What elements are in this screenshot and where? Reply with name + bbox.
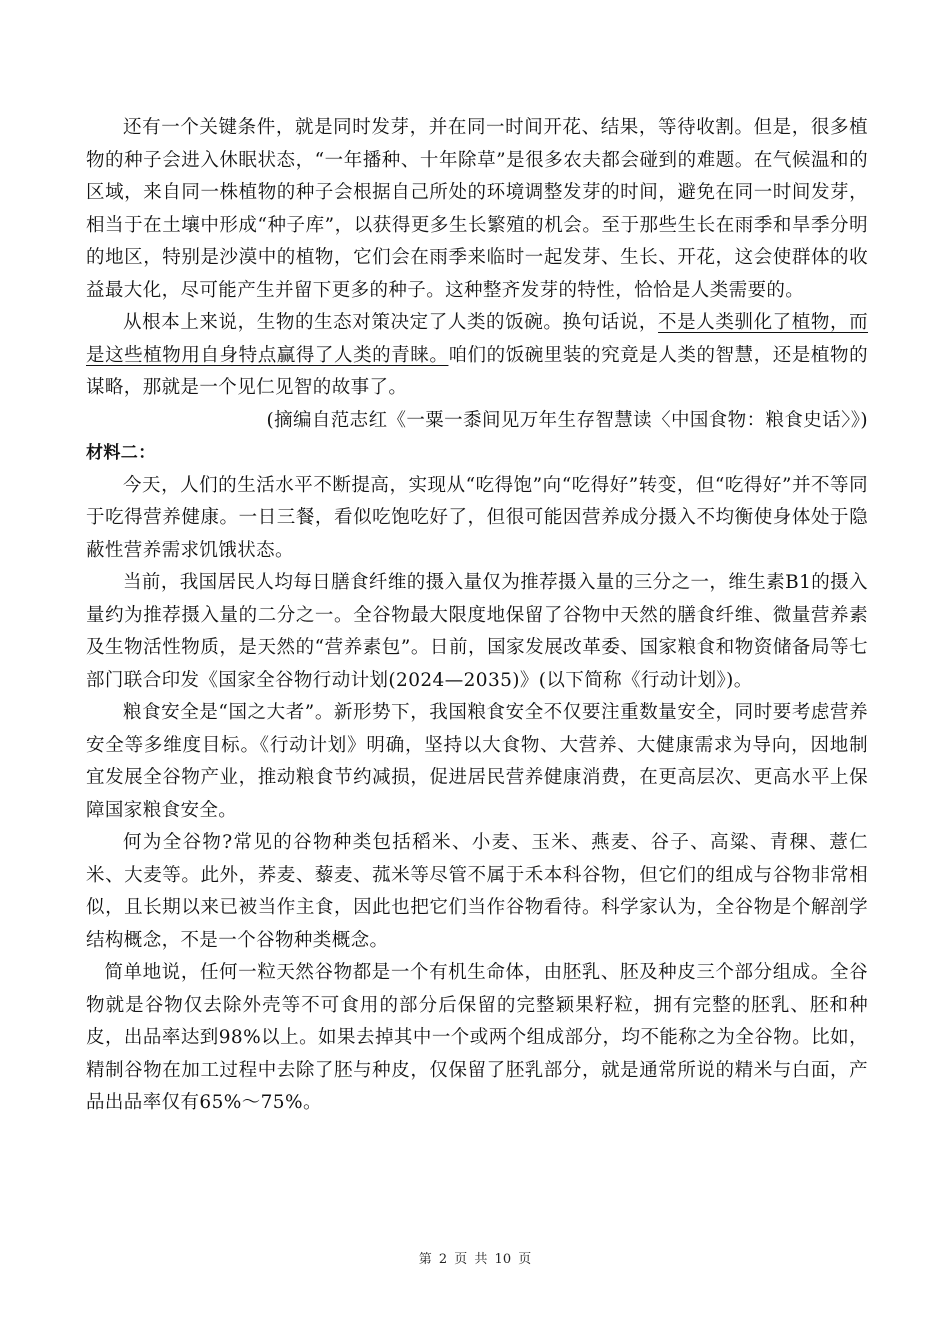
paragraph: 还有一个关键条件，就是同时发芽，并在同一时间开花、结果，等待收割。但是，很多植物的种子会进入休眠状态，“一年播种、十年除草”是很多农夫都会碰到的难题。在气候温和的区域，来自同一株植物的种子会根据自己所处的环境调整发芽的时间，避免在同一时间发芽，相当于在土壤中形成“种子库”，以获得更多生长繁殖的机会。至于那些生长在雨季和旱季分明的地区，特别是沙漠中的植物，它们会在雨季来临时一起发芽、生长、开花，这会使群体的收益最大化，尽可能产生并留下更多的种子。这种整齐发芽的特性，恰恰是人类需要的。 bbox=[86, 117, 868, 301]
underlined-sentence: 不是人类驯化了植物，而是这些植物用自身特点赢得了人类的青睐。 bbox=[86, 312, 869, 366]
paragraph-text: 从根本上来说，生物的生态对策决定了人类的饭碗。换句话说， bbox=[123, 312, 659, 333]
section-heading: 材料二： bbox=[86, 443, 156, 463]
page-content bbox=[86, 112, 868, 1120]
paragraph-text: 咱们的饭碗里装的究竟是人类的智慧，还是植物的谋略，那就是一个见仁见智的故事了。 bbox=[86, 344, 868, 398]
paragraph: 粮食安全是“国之大者”。新形势下，我国粮食安全不仅要注重数量安全，同时要考虑营养安全等多维度目标。《行动计划》明确，坚持以大食物、大营养、大健康需求为导向，因地制宜发展全谷物产业，推动粮食节约减损，促进居民营养健康消费，在更高层次、更高水平上保障国家粮食安全。 bbox=[86, 702, 868, 821]
paragraph: 今天，人们的生活水平不断提高，实现从“吃得饱”向“吃得好”转变，但“吃得好”并不等同于吃得营养健康。一日三餐，看似吃饱吃好了，但很可能因营养成分摄入不均衡使身体处于隐蔽性营养需求饥饿状态。 bbox=[86, 474, 868, 561]
source-citation: (摘编自范志红《一粟一黍间见万年生存智慧读〈中国食物：粮食史话〉》) bbox=[266, 409, 868, 431]
paragraph: 简单地说，任何一粒天然谷物都是一个有机生命体，由胚乳、胚及种皮三个部分组成。全谷物就是谷物仅去除外壳等不可食用的部分后保留的完整颖果籽粒，拥有完整的胚乳、胚和种皮，出品率达到98%以上。如果去掉其中一个或两个组成部分，均不能称之为全谷物。比如，精制谷物在加工过程中去除了胚与种皮，仅保留了胚乳部分，就是通常所说的精米与白面，产品出品率仅有65%～75%。 bbox=[86, 962, 868, 1113]
paragraph: 何为全谷物?常见的谷物种类包括稻米、小麦、玉米、燕麦、谷子、高粱、青稞、薏仁米、大麦等。此外，荞麦、藜麦、菰米等尽管不属于禾本科谷物，但它们的组成与谷物非常相似，且长期以来已被当作主食，因此也把它们当作谷物看待。科学家认为，全谷物是个解剖学结构概念，不是一个谷物种类概念。 bbox=[86, 832, 868, 951]
paragraph: 当前，我国居民人均每日膳食纤维的摄入量仅为推荐摄入量的三分之一，维生素B1的摄入量约为推荐摄入量的二分之一。全谷物最大限度地保留了谷物中天然的膳食纤维、微量营养素及生物活性物质，是天然的“营养素包”。日前，国家发展改革委、国家粮食和物资储备局等七部门联合印发《国家全谷物行动计划(2024—2035)》(以下简称《行动计划》)。 bbox=[86, 572, 868, 691]
page-number: 第 2 页 共 10 页 bbox=[418, 1252, 532, 1267]
paragraph-with-underline bbox=[86, 307, 868, 405]
